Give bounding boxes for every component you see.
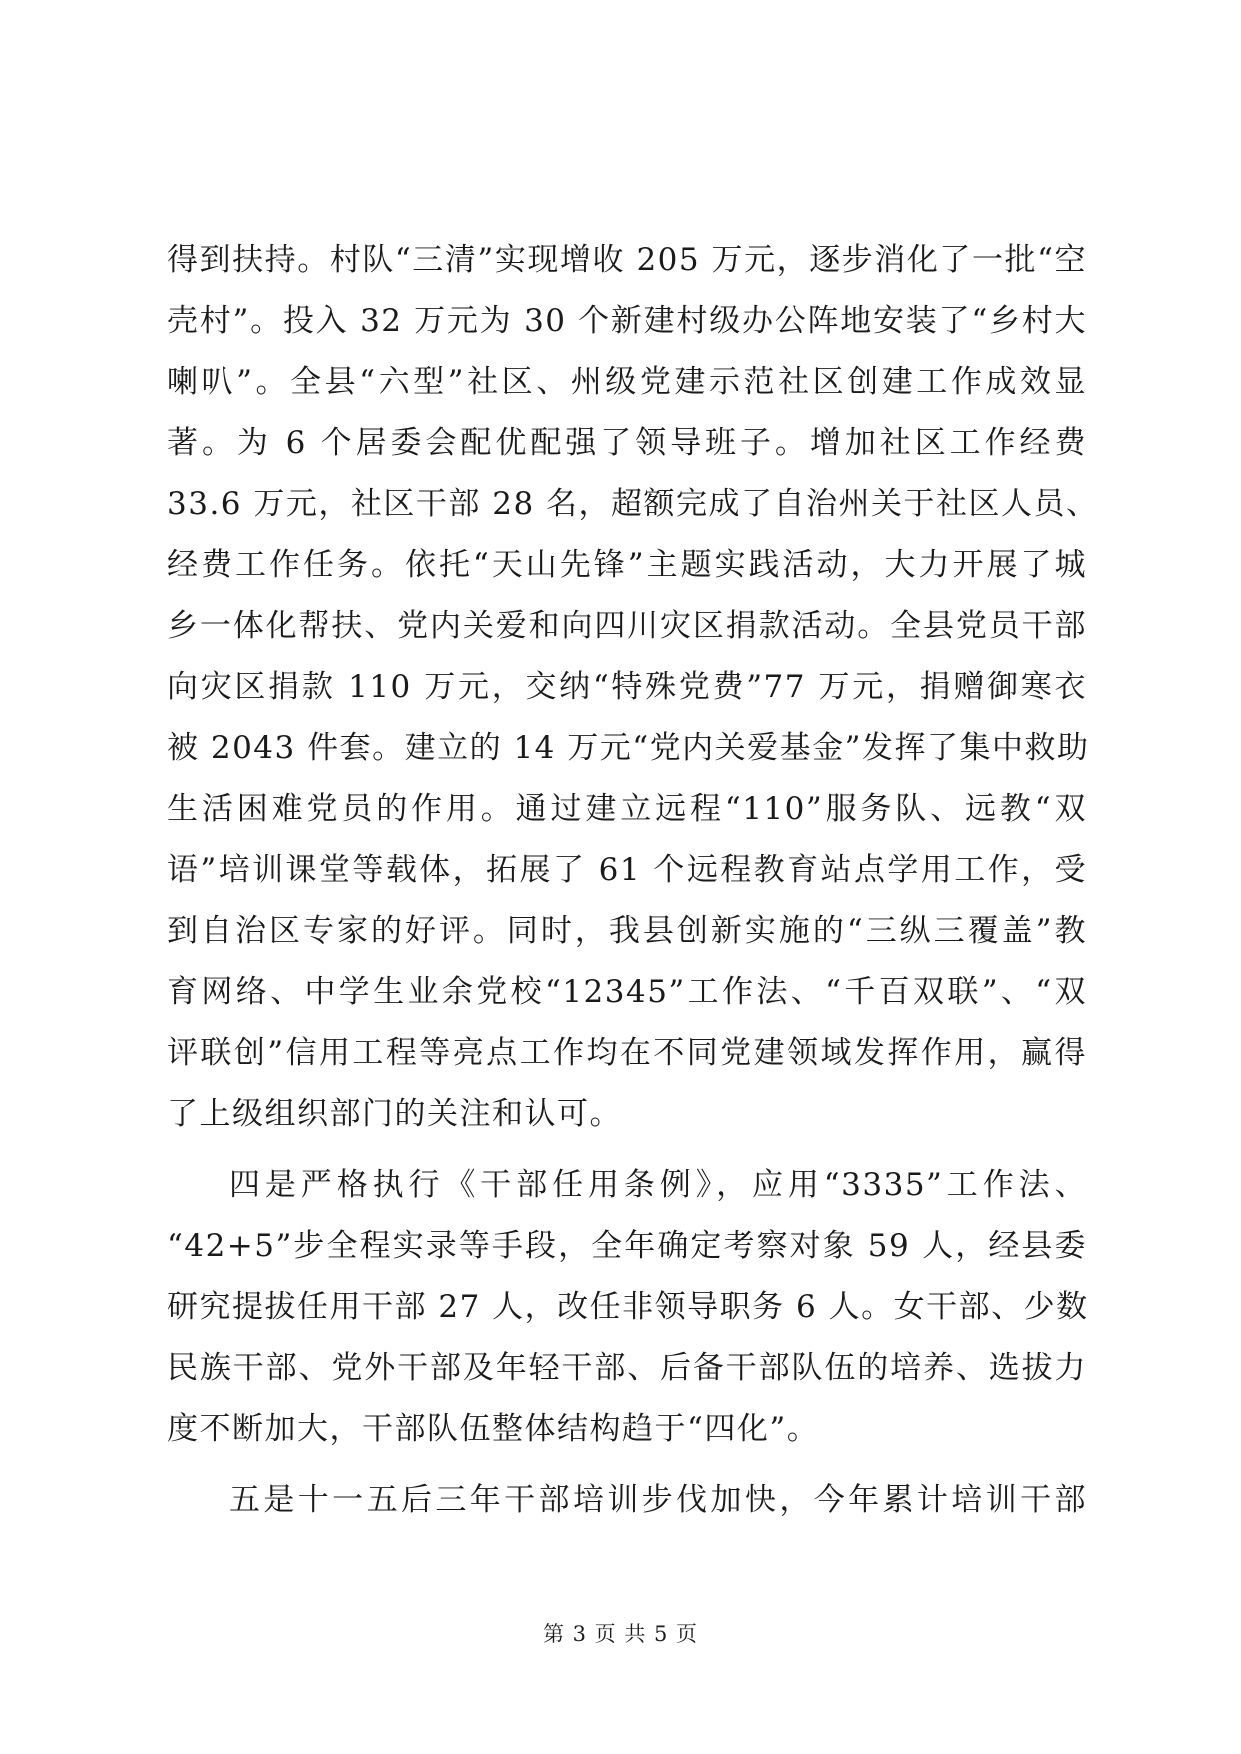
page-number: 第 3 页 共 5 页 [542, 1622, 699, 1646]
text-line: 被 2043 件套。建立的 14 万元“党内关爱基金”发挥了集中救助 [167, 730, 1090, 766]
text-line: 了上级组织部门的关注和认可。 [167, 1096, 622, 1132]
text-line: 乡一体化帮扶、党内关爱和向四川灾区捐款活动。全县党员干部 [167, 608, 1087, 644]
text-line: 喇叭”。全县“六型”社区、州级党建示范社区创建工作成效显 [167, 364, 1087, 400]
paragraph-3 [167, 1470, 1087, 1531]
text-line: 生活困难党员的作用。通过建立远程“110”服务队、远教“双 [167, 791, 1087, 827]
text-line: 33.6 万元，社区干部 28 名，超额完成了自治州关于社区人员、 [167, 486, 1099, 522]
paragraph-1 [167, 230, 1099, 1145]
text-line: 语”培训课堂等载体，拓展了 61 个远程教育站点学用工作，受 [167, 852, 1087, 888]
text-line: 经费工作任务。依托“天山先锋”主题实践活动，大力开展了城 [167, 547, 1087, 583]
paragraph-2 [167, 1155, 1087, 1460]
text-line: 著。为 6 个居委会配优配强了领导班子。增加社区工作经费 [167, 425, 1087, 461]
text-line: 到自治区专家的好评。同时，我县创新实施的“三纵三覆盖”教 [167, 913, 1087, 949]
text-line: 民族干部、党外干部及年轻干部、后备干部队伍的培养、选拔力 [167, 1350, 1087, 1386]
text-line: 四是严格执行《干部任用条例》，应用“3335”工作法、 [229, 1167, 1087, 1203]
text-line: 度不断加大，干部队伍整体结构趋于“四化”。 [167, 1411, 820, 1447]
document-body [167, 230, 1099, 1531]
text-line: 得到扶持。村队“三清”实现增收 205 万元，逐步消化了一批“空 [167, 242, 1087, 278]
text-line: 评联创”信用工程等亮点工作均在不同党建领域发挥作用，赢得 [167, 1035, 1087, 1071]
text-line: 研究提拔任用干部 27 人，改任非领导职务 6 人。女干部、少数 [167, 1289, 1089, 1325]
text-line: 壳村”。投入 32 万元为 30 个新建村级办公阵地安装了“乡村大 [167, 303, 1087, 339]
text-line: 五是十一五后三年干部培训步伐加快，今年累计培训干部 [229, 1482, 1087, 1518]
text-line: 向灾区捐款 110 万元，交纳“特殊党费”77 万元，捐赠御寒衣 [167, 669, 1087, 705]
text-line: 育网络、中学生业余党校“12345”工作法、“千百双联”、“双 [167, 974, 1087, 1010]
text-line: “42+5”步全程实录等手段，全年确定考察对象 59 人，经县委 [167, 1228, 1087, 1264]
